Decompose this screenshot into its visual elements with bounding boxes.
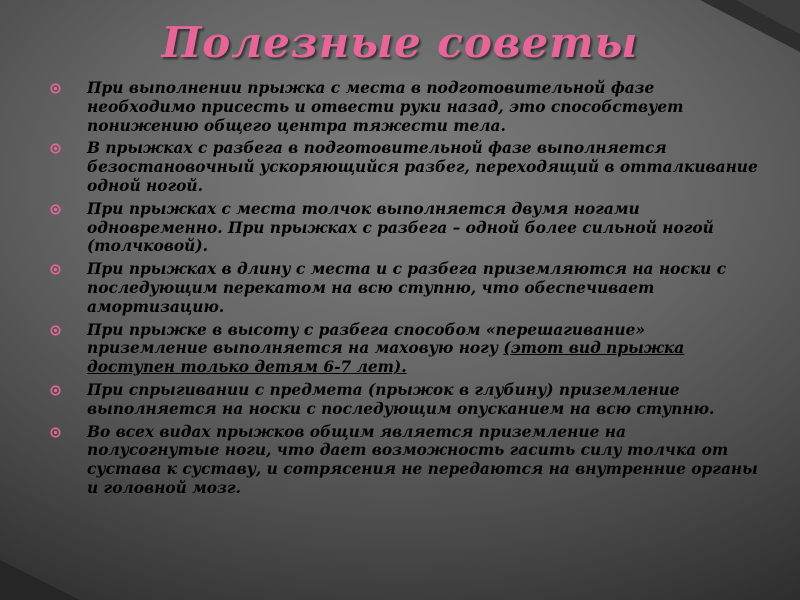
tip-text: В прыжках с разбега в подготовительной фазе выполняется безостановочный ускоряющийся разбег, переходящий в отталкивание одной ногой.: [87, 139, 758, 195]
circle-bullet-icon: [50, 204, 61, 215]
tip-item-7: [50, 423, 762, 498]
tip-text: При спрыгивании с предмета (прыжок в глубину) приземление выполняется на носки с последующим опусканием на всю ступню.: [87, 380, 715, 418]
tip-item-6: [50, 381, 762, 419]
tip-text: Во всех видах прыжков общим является приземление на полусогнутые ноги, что дает возможность гасить силу толчка от сустава к суставу, и сотрясения не передаются на внутренние органы и головной мозг.: [87, 422, 758, 497]
circle-bullet-icon: [50, 325, 61, 336]
tips-list: [50, 79, 762, 502]
circle-bullet-icon: [50, 385, 61, 396]
tip-underlined-note: (этот вид прыжка доступен только детям 6-7 лет).: [87, 339, 685, 377]
circle-bullet-icon: [50, 264, 61, 275]
tip-item-2: [50, 139, 762, 195]
tip-text: При прыжке в высоту с разбега способом «перешагивание» приземление выполняется на маховую ногу: [87, 320, 646, 358]
tip-text: При прыжках с места толчок выполняется двумя ногами одновременно. При прыжках с разбега – одной более сильной ногой (толчковой).: [87, 199, 714, 256]
tip-text: При прыжках в длину с места и с разбега приземляются на носки с последующим перекатом на всю ступню, что обеспечивает амортизацию.: [87, 260, 727, 316]
tip-item-3: [50, 200, 762, 256]
circle-bullet-icon: [50, 427, 61, 438]
slide-title: Полезные советы: [161, 18, 639, 67]
tip-text: При выполнении прыжка с места в подготовительной фазе необходимо присесть и отвести руки назад, это способствует понижению общего центра тяжести тела.: [87, 79, 684, 135]
tip-item-5: [50, 321, 762, 377]
corner-decoration-bottom-left: [0, 560, 80, 600]
circle-bullet-icon: [50, 143, 61, 154]
tip-item-4: [50, 260, 762, 316]
circle-bullet-icon: [50, 83, 61, 94]
tip-item-1: [50, 79, 762, 135]
